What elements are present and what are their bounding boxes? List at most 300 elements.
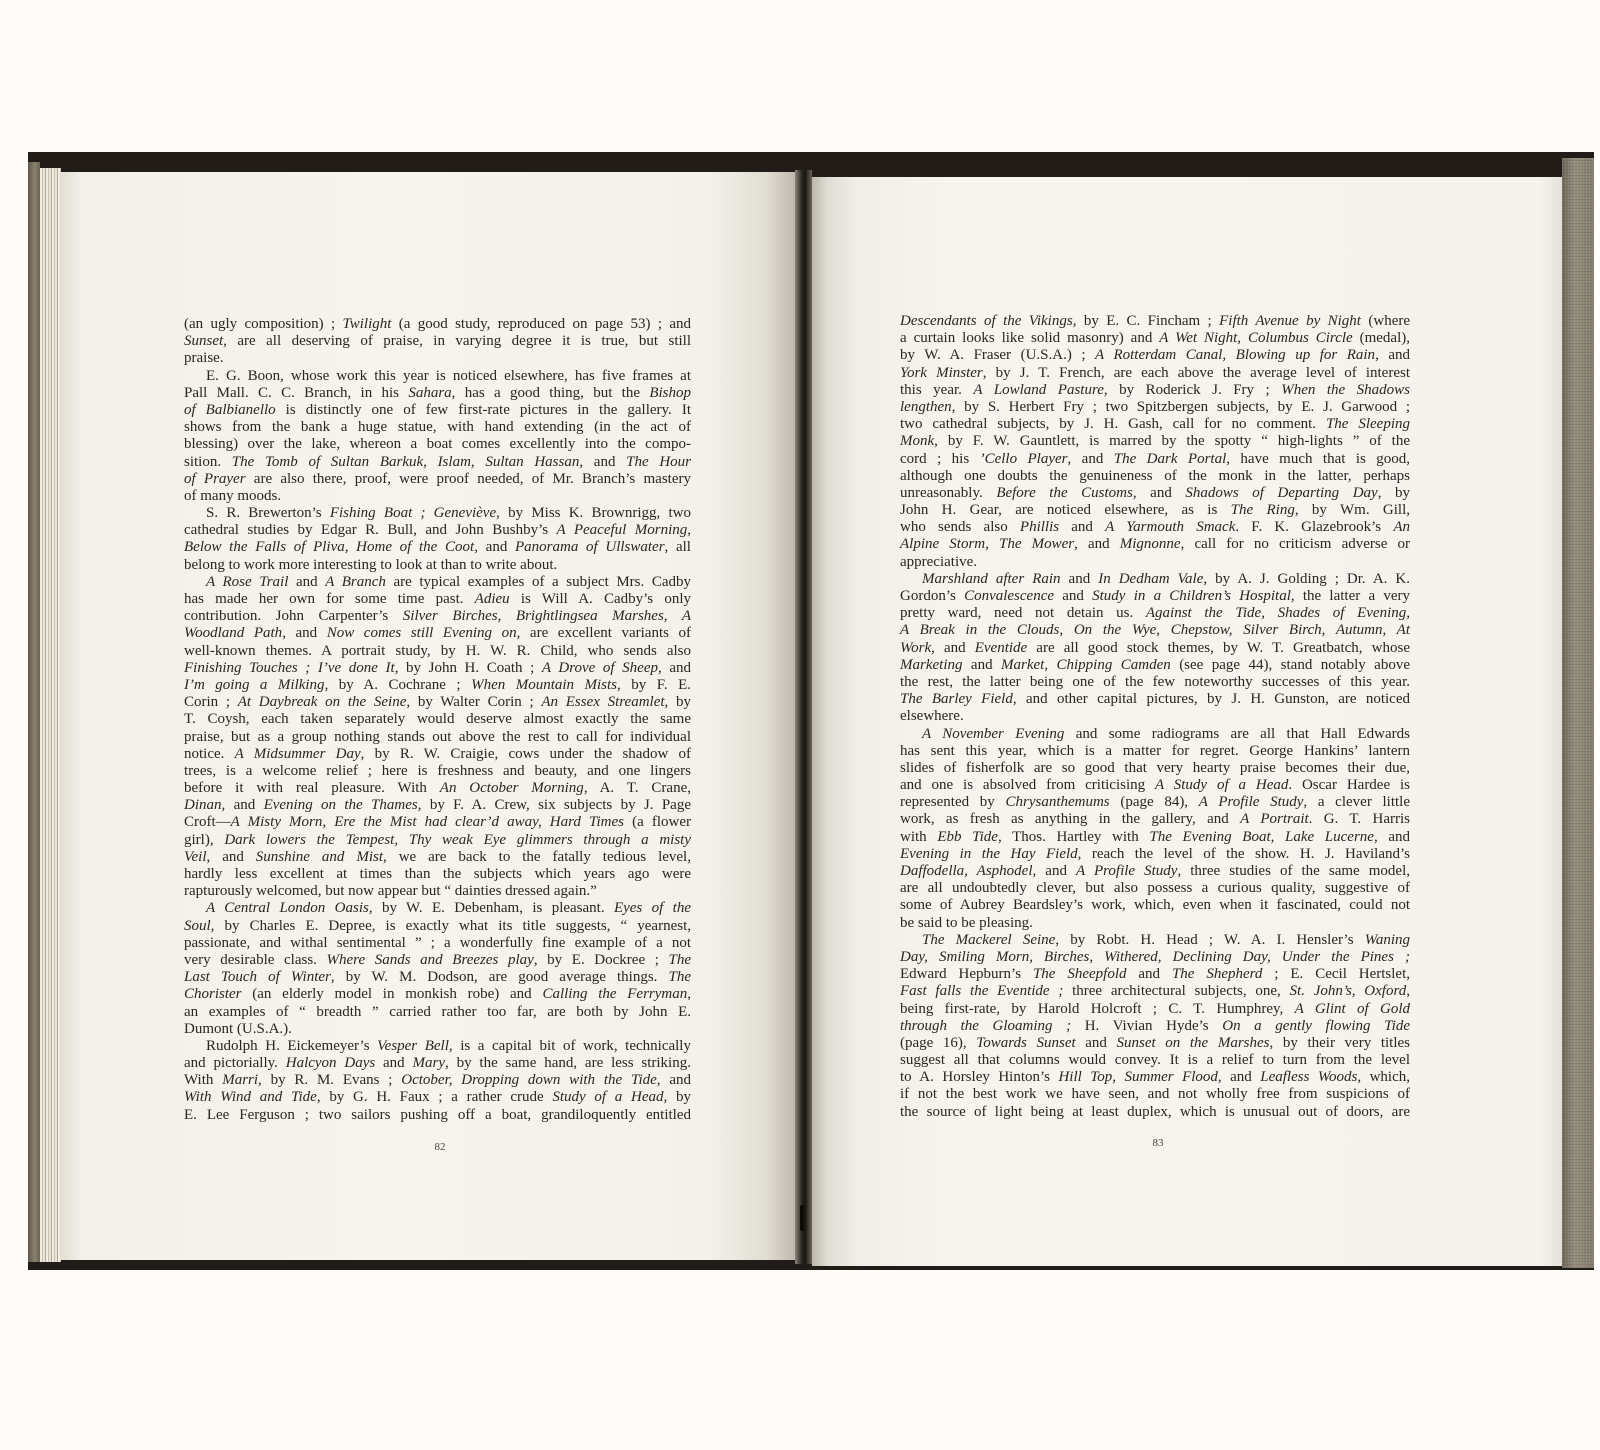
text-run: , have much that is good, bbox=[1226, 450, 1411, 467]
text-line bbox=[184, 574, 691, 591]
text-run: represented by bbox=[900, 794, 1006, 811]
text-run: , and bbox=[1074, 536, 1120, 553]
italic-title-run: Phillis bbox=[1019, 519, 1060, 536]
text-run: , by Roderick J. Fry ; bbox=[1103, 381, 1282, 398]
italic-title-run: A Midsummer Day bbox=[234, 745, 361, 762]
text-run: , and bbox=[1067, 450, 1114, 467]
italic-title-run: Market, Chipping Camden bbox=[1001, 656, 1171, 673]
text-line bbox=[184, 1055, 691, 1072]
italic-title-run: Shadows of Departing Day bbox=[1185, 484, 1378, 501]
text-line bbox=[184, 471, 691, 488]
text-line bbox=[900, 468, 1410, 485]
text-run: , and bbox=[656, 1072, 692, 1089]
text-line bbox=[184, 883, 691, 900]
text-line bbox=[184, 935, 691, 952]
text-line bbox=[900, 1018, 1410, 1035]
text-run: , by bbox=[1377, 484, 1411, 501]
text-run: , is a capital bit of work, technically bbox=[448, 1037, 691, 1054]
text-run: and bbox=[288, 573, 326, 590]
text-line bbox=[900, 554, 1410, 571]
text-run: passionate, and withal sentimental ” ; a wonderfully fine example of a not bbox=[184, 934, 691, 951]
italic-title-run: Day, Smiling Morn, Birches, Withered, Declining Day, Under the Pines ; bbox=[900, 948, 1410, 965]
italic-title-run: Hill Top, Summer Flood bbox=[1058, 1069, 1218, 1086]
text-line bbox=[184, 986, 691, 1003]
text-run: , by A. J. Golding ; Dr. A. K. bbox=[1203, 570, 1410, 587]
italic-title-run: An October Morning bbox=[439, 780, 584, 797]
text-run: although one doubts the genuineness of the monk in the latter, perhaps bbox=[900, 467, 1410, 484]
text-run: , reach the level of the show. H. J. Haviland’s bbox=[1077, 845, 1410, 862]
italic-title-run: Bishop bbox=[649, 384, 691, 401]
text-line bbox=[184, 832, 691, 849]
italic-title-run: The Sheepfold bbox=[1032, 966, 1127, 983]
text-run: , by the same hand, are less striking. bbox=[445, 1055, 691, 1072]
text-run: and bbox=[1054, 588, 1093, 604]
text-line bbox=[184, 350, 691, 367]
italic-title-run: Convalescence bbox=[964, 588, 1055, 604]
text-run: , Thos. Hartley with bbox=[997, 828, 1150, 845]
text-run: are all undoubtedly clever, but also possess a curious quality, suggestive of bbox=[900, 880, 1410, 897]
text-line bbox=[900, 640, 1410, 657]
text-line bbox=[900, 777, 1410, 794]
italic-title-run: Panorama of Ullswater bbox=[515, 539, 665, 556]
text-line bbox=[184, 608, 691, 625]
text-run: , by S. Herbert Fry ; two Spitzbergen subjects, by E. J. Garwood ; bbox=[951, 398, 1410, 415]
italic-title-run: Marri bbox=[222, 1072, 259, 1089]
text-run: , by E. C. Fincham ; bbox=[1072, 313, 1220, 329]
text-run: , by Miss K. Brownrigg, two bbox=[496, 505, 691, 522]
italic-title-run: A Portrait bbox=[1240, 811, 1309, 828]
text-run: Gordon’s bbox=[900, 588, 965, 604]
italic-title-run: Last Touch of Winter bbox=[184, 969, 331, 986]
italic-title-run: Marketing bbox=[900, 656, 963, 673]
text-run: (an ugly composition) ; bbox=[184, 316, 343, 332]
text-run: are typical examples of a subject Mrs. Cadby bbox=[385, 573, 691, 590]
text-line bbox=[184, 1107, 691, 1124]
text-run: cathedral studies by Edgar R. Bull, and John Bushby’s bbox=[184, 522, 557, 539]
right-cover-edge bbox=[1562, 158, 1594, 1268]
text-run: and bbox=[375, 1055, 413, 1072]
text-run: , by G. H. Faux ; a rather crude bbox=[316, 1089, 553, 1106]
text-line bbox=[900, 846, 1410, 863]
text-line bbox=[900, 691, 1410, 708]
text-run: a curtain looks like solid masonry) and bbox=[900, 330, 1160, 347]
text-line bbox=[900, 829, 1410, 846]
text-line bbox=[184, 1072, 691, 1089]
right-page-text bbox=[900, 313, 1410, 1121]
italic-title-run: Now comes still Evening on bbox=[326, 625, 517, 642]
text-run: , by Wm. Gill, bbox=[1294, 502, 1410, 519]
text-run: with bbox=[900, 828, 938, 845]
italic-title-run: Evening on the Thames bbox=[263, 797, 418, 814]
italic-title-run: Dark lowers the Tempest, Thy weak Eye glimmers through a misty bbox=[224, 831, 691, 848]
text-run: , are excellent variants of bbox=[516, 625, 692, 642]
text-line bbox=[184, 660, 691, 677]
italic-title-run: A Yarmouth Smack bbox=[1105, 519, 1236, 536]
italic-title-run: When the Shadows bbox=[1281, 381, 1411, 398]
text-line bbox=[184, 488, 691, 505]
text-run: Corin ; bbox=[184, 694, 238, 711]
italic-title-run: A Study of a Head bbox=[1155, 777, 1289, 794]
italic-title-run: of Balbianello bbox=[184, 401, 276, 418]
text-line bbox=[900, 519, 1410, 536]
text-line bbox=[184, 385, 691, 402]
italic-title-run: A Break in the Clouds, On the Wye, Chepstow, Silver Birch, Autumn, At bbox=[900, 622, 1410, 639]
text-run: two cathedral subjects, by J. H. Gash, call for no comment. bbox=[900, 416, 1326, 433]
text-run: (an elderly model in monkish robe) and bbox=[241, 986, 543, 1003]
italic-title-run: An bbox=[1393, 519, 1410, 536]
text-run: E. Lee Ferguson ; two sailors pushing off a boat, grandiloquently entitled bbox=[184, 1106, 691, 1123]
text-run: by W. A. Fraser (U.S.A.) ; bbox=[900, 347, 1096, 364]
text-run: and bbox=[962, 656, 1001, 673]
text-line bbox=[184, 797, 691, 814]
text-line bbox=[900, 657, 1410, 674]
text-run: , the latter a very bbox=[1290, 588, 1410, 604]
text-run: Dumont (U.S.A.). bbox=[184, 1020, 292, 1037]
text-line bbox=[184, 729, 691, 746]
text-run: , and bbox=[658, 659, 691, 676]
text-run: and pictorially. bbox=[184, 1055, 286, 1072]
italic-title-run: Descendants of the Vikings bbox=[900, 313, 1073, 329]
text-run: and bbox=[1060, 570, 1099, 587]
text-run: , bbox=[1406, 983, 1410, 1000]
page-stack-edges bbox=[40, 168, 61, 1262]
text-run: before it with real pleasure. With bbox=[184, 780, 440, 797]
text-run: the rest, the latter being one of the few noteworthy successes of this year. bbox=[900, 673, 1410, 690]
italic-title-run: In Dedham Vale bbox=[1098, 570, 1204, 587]
italic-title-run: With Wind and Tide bbox=[184, 1089, 317, 1106]
italic-title-run: A Wet Night, Columbus Circle bbox=[1159, 330, 1353, 347]
text-line bbox=[900, 915, 1410, 932]
text-run: (where bbox=[1360, 313, 1411, 329]
text-run: trees, is a welcome relief ; here is freshness and beauty, and one lingers bbox=[184, 762, 691, 779]
text-line bbox=[184, 849, 691, 866]
text-line bbox=[184, 454, 691, 471]
italic-title-run: Daffodella, Asphodel bbox=[900, 863, 1033, 879]
text-run: , and bbox=[282, 625, 327, 642]
text-line bbox=[184, 969, 691, 986]
text-run: , by their very titles bbox=[1269, 1034, 1410, 1051]
text-run: , and bbox=[1373, 828, 1410, 845]
text-line bbox=[900, 708, 1410, 725]
text-line bbox=[900, 932, 1410, 949]
text-run: is distinctly one of few first-rate pictures in the gallery. It bbox=[275, 401, 691, 418]
text-run: S. R. Brewerton’s bbox=[206, 505, 330, 522]
text-line bbox=[900, 760, 1410, 777]
text-run: , by R. W. Craigie, cows under the shadow of bbox=[360, 745, 692, 762]
text-run: , and bbox=[1132, 484, 1186, 501]
text-line bbox=[184, 952, 691, 969]
text-run: an examples of “ breadth ” carried rather too far, are both by John E. bbox=[184, 1003, 691, 1020]
text-line bbox=[900, 794, 1410, 811]
text-line bbox=[900, 622, 1410, 639]
text-line bbox=[184, 866, 691, 883]
text-line bbox=[184, 1021, 691, 1038]
binding-thread bbox=[800, 1205, 804, 1231]
text-run: Rudolph H. Eickemeyer’s bbox=[206, 1037, 378, 1054]
text-run: , by J. T. French, are each above the average level of interest bbox=[982, 364, 1410, 381]
text-run: , by A. Cochrane ; bbox=[324, 676, 472, 693]
italic-title-run: When Mountain Mists bbox=[471, 676, 618, 693]
text-run: , are all deserving of praise, in varying degree it is true, but still bbox=[223, 333, 691, 350]
italic-title-run: Sunset bbox=[184, 333, 224, 350]
italic-title-run: The Sleeping bbox=[1325, 416, 1410, 433]
text-line bbox=[184, 711, 691, 728]
text-run: very desirable class. bbox=[184, 951, 327, 968]
text-line bbox=[900, 863, 1410, 880]
italic-title-run: Chrysanthemums bbox=[1005, 794, 1110, 811]
text-run: , and bbox=[1217, 1069, 1261, 1086]
text-line bbox=[900, 382, 1410, 399]
text-run: three architectural subjects, one, bbox=[1063, 983, 1290, 1000]
text-run: , and bbox=[474, 539, 515, 556]
italic-title-run: A Rotterdam Canal, Blowing up for Rain bbox=[1095, 347, 1376, 364]
text-run: , by W. E. Debenham, is pleasant. bbox=[368, 900, 614, 917]
text-run: some of Aubrey Beardsley’s work, which, even when it fascinated, could not bbox=[900, 897, 1410, 914]
text-line bbox=[900, 485, 1410, 502]
text-line bbox=[900, 1001, 1410, 1018]
italic-title-run: Dinan bbox=[184, 797, 222, 814]
text-run: , by Walter Corin ; bbox=[406, 694, 542, 711]
italic-title-run: October, Dropping down with the Tide bbox=[401, 1072, 657, 1089]
text-run: Pall Mall. C. C. Branch, in his bbox=[184, 384, 409, 401]
italic-title-run: I’m going a Milking bbox=[184, 676, 325, 693]
text-line bbox=[184, 918, 691, 935]
text-run: , a clever little bbox=[1303, 794, 1410, 811]
italic-title-run: Sunshine and Mist bbox=[255, 848, 384, 865]
page-number: 82 bbox=[434, 1141, 446, 1153]
text-run: belong to work more interesting to look at than to write about. bbox=[184, 556, 558, 573]
text-run: (a flower bbox=[624, 814, 691, 831]
text-line bbox=[900, 588, 1410, 605]
text-run: work, as fresh as anything in the gallery, and bbox=[900, 811, 1241, 828]
text-run: elsewhere. bbox=[900, 708, 964, 725]
italic-title-run: An Essex Streamlet bbox=[541, 694, 665, 711]
text-run: has made her own for some time past. bbox=[184, 591, 475, 607]
text-line bbox=[184, 539, 691, 556]
text-run: blessing) over the lake, whereon a boat comes excellently into the compo- bbox=[184, 436, 691, 453]
text-run: (see page 44), stand notably above bbox=[1170, 656, 1410, 673]
text-run: and bbox=[1059, 519, 1106, 536]
text-line bbox=[900, 811, 1410, 828]
italic-title-run: Against the Tide, Shades of Evening, bbox=[1145, 605, 1410, 622]
text-run: slides of fisherfolk are so good that very hearty praise becomes their due, bbox=[900, 759, 1410, 776]
text-run: is Will A. Cadby’s only bbox=[509, 591, 691, 607]
text-line bbox=[900, 536, 1410, 553]
text-line bbox=[184, 677, 691, 694]
text-run: , by W. M. Dodson, are good average things. bbox=[330, 969, 669, 986]
text-line bbox=[184, 333, 691, 350]
text-run: and bbox=[1075, 1034, 1117, 1051]
text-line bbox=[900, 983, 1410, 1000]
italic-title-run: Halcyon Days bbox=[285, 1055, 376, 1072]
text-line bbox=[900, 347, 1410, 364]
text-line bbox=[900, 674, 1410, 691]
italic-title-run: Ebb Tide bbox=[937, 828, 998, 845]
italic-title-run: A Glint of Gold bbox=[1294, 1000, 1410, 1017]
text-line bbox=[184, 368, 691, 385]
text-line bbox=[184, 557, 691, 574]
text-run: . F. K. Glazebrook’s bbox=[1235, 519, 1394, 536]
text-run: (page 84), bbox=[1109, 794, 1199, 811]
italic-title-run: lengthen bbox=[900, 398, 952, 415]
text-run: (medal), bbox=[1352, 330, 1410, 347]
italic-title-run: Study in a Children’s Hospital bbox=[1092, 588, 1291, 604]
italic-title-run: Finishing Touches ; I’ve done It bbox=[184, 659, 395, 676]
text-run: , we are back to the fatally tedious level, bbox=[383, 848, 691, 865]
text-line bbox=[900, 571, 1410, 588]
text-line bbox=[184, 814, 691, 831]
italic-title-run: Fast falls the Eventide ; bbox=[900, 983, 1064, 1000]
italic-title-run: Fifth Avenue by Night bbox=[1219, 313, 1361, 329]
text-line bbox=[184, 900, 691, 917]
text-run: , by F. E. bbox=[617, 676, 691, 693]
text-run: hardly less excellent at times than the subjects which years ago were bbox=[184, 866, 691, 882]
text-line bbox=[900, 949, 1410, 966]
text-line bbox=[900, 743, 1410, 760]
text-line bbox=[900, 365, 1410, 382]
italic-title-run: A Branch bbox=[325, 573, 386, 590]
italic-title-run: Fishing Boat ; Geneviève bbox=[329, 505, 497, 522]
italic-title-run: ’Cello Player bbox=[979, 450, 1068, 467]
italic-title-run: Before the Customs bbox=[996, 484, 1133, 501]
text-run: and bbox=[1126, 966, 1172, 983]
text-line bbox=[900, 726, 1410, 743]
text-line bbox=[900, 880, 1410, 897]
text-run: , by bbox=[664, 694, 692, 711]
italic-title-run: Marshland after Rain bbox=[922, 570, 1061, 587]
italic-title-run: A Misty Morn, Ere the Mist had clear’d away, Hard Times bbox=[230, 814, 625, 831]
text-run: , by F. W. Gauntlett, is marred by the spotty “ high-lights ” of the bbox=[934, 433, 1410, 450]
text-line bbox=[900, 399, 1410, 416]
italic-title-run: Below the Falls of Pliva, Home of the Coot bbox=[184, 539, 475, 556]
italic-title-run: The Barley Field bbox=[900, 691, 1013, 708]
italic-title-run: York Minster bbox=[900, 364, 983, 381]
text-line bbox=[184, 402, 691, 419]
text-run: , by E. Dockree ; bbox=[533, 951, 669, 968]
text-run: cord ; his bbox=[900, 450, 980, 467]
italic-title-run: A Lowland Pasture bbox=[973, 381, 1104, 398]
left-page-text bbox=[184, 316, 691, 1124]
text-line bbox=[184, 522, 691, 539]
text-line bbox=[184, 505, 691, 522]
text-line bbox=[184, 625, 691, 642]
text-run: , by Robt. H. Head ; W. A. I. Hensler’s bbox=[1055, 931, 1365, 948]
text-run: the source of light being at least duplex, which is unusual out of doors, are bbox=[900, 1103, 1410, 1120]
text-line bbox=[900, 966, 1410, 983]
italic-title-run: At Daybreak on the Seine bbox=[237, 694, 407, 711]
italic-title-run: Alpine Storm, The Mower bbox=[900, 536, 1075, 553]
italic-title-run: Eventide bbox=[974, 639, 1028, 656]
text-run: praise, but as a group nothing stands out above the rest to call for individual bbox=[184, 728, 691, 745]
italic-title-run: A November Evening bbox=[922, 725, 1065, 742]
italic-title-run: Towards Sunset bbox=[976, 1034, 1076, 1051]
text-run: are all good stock themes, by W. T. Greatbatch, whose bbox=[1027, 639, 1410, 656]
text-run: are also there, proof, were proof needed, of Mr. Branch’s mastery bbox=[245, 470, 691, 487]
text-line bbox=[184, 1004, 691, 1021]
text-run: , and bbox=[1375, 347, 1410, 364]
text-run: H. Vivian Hyde’s bbox=[1071, 1017, 1223, 1034]
text-run: T. Coysh, each taken separately would deserve almost exactly the same bbox=[184, 711, 691, 728]
text-line bbox=[900, 897, 1410, 914]
italic-title-run: The bbox=[668, 969, 691, 986]
italic-title-run: A Drove of Sheep bbox=[541, 659, 658, 676]
text-run: , has a good thing, but the bbox=[451, 384, 650, 401]
text-line bbox=[184, 316, 691, 333]
text-run: , by Charles E. Depree, is exactly what its title suggests, “ yearnest, bbox=[210, 917, 691, 934]
text-run: , by John H. Coath ; bbox=[394, 659, 542, 676]
text-line bbox=[900, 1104, 1410, 1121]
text-run: rapturously welcomed, but now appear but “ dainties dressed again.” bbox=[184, 883, 597, 900]
text-line bbox=[900, 502, 1410, 519]
text-line bbox=[900, 416, 1410, 433]
italic-title-run: A Rose Trail bbox=[206, 573, 289, 590]
text-run: , and bbox=[1032, 863, 1077, 879]
italic-title-run: A Profile Study bbox=[1076, 863, 1178, 879]
italic-title-run: Woodland Path bbox=[184, 625, 283, 642]
text-run: unreasonably. bbox=[900, 484, 997, 501]
text-line bbox=[184, 746, 691, 763]
italic-title-run: St. John’s, Oxford bbox=[1289, 983, 1407, 1000]
text-run: . Oscar Hardee is bbox=[1288, 777, 1410, 794]
text-run: , A. T. Crane, bbox=[583, 780, 691, 797]
text-line bbox=[900, 1035, 1410, 1052]
text-run: and some radiograms are all that Hall Edwards bbox=[1064, 725, 1411, 742]
left-cover-edge bbox=[28, 162, 40, 1262]
text-run: , and other capital pictures, by J. H. Gunston, are noticed bbox=[1012, 691, 1411, 708]
text-run: , all bbox=[664, 539, 691, 556]
text-run: , and bbox=[221, 797, 264, 814]
italic-title-run: Work bbox=[900, 639, 932, 656]
italic-title-run: Mignonne bbox=[1119, 536, 1181, 553]
text-run: , bbox=[687, 986, 691, 1003]
text-run: who sends also bbox=[900, 519, 1020, 536]
text-run: Croft— bbox=[184, 814, 231, 831]
text-run: being first-rate, by Harold Holcroft ; C. T. Humphrey, bbox=[900, 1000, 1295, 1017]
italic-title-run: Evening in the Hay Field bbox=[900, 845, 1078, 862]
italic-title-run: On a gently flowing Tide bbox=[1222, 1017, 1410, 1034]
text-line bbox=[184, 763, 691, 780]
italic-title-run: Waning bbox=[1364, 931, 1410, 948]
text-run: , and bbox=[206, 848, 256, 865]
text-run: Edward Hepburn’s bbox=[900, 966, 1033, 983]
text-line bbox=[900, 1086, 1410, 1103]
text-run: notice. bbox=[184, 745, 235, 762]
text-line bbox=[900, 1069, 1410, 1086]
text-run: appreciative. bbox=[900, 553, 978, 570]
italic-title-run: Silver Birches, Brightlingsea Marshes, A bbox=[402, 608, 692, 625]
text-run: (a good study, reproduced on page 53) ; and bbox=[391, 316, 691, 332]
italic-title-run: through the Gloaming ; bbox=[900, 1017, 1072, 1034]
italic-title-run: Where Sands and Breezes play bbox=[326, 951, 534, 968]
text-line bbox=[900, 330, 1410, 347]
italic-title-run: The Evening Boat, Lake Lucerne bbox=[1149, 828, 1374, 845]
text-run: well-known themes. A portrait study, by H. W. R. Child, who sends also bbox=[184, 642, 691, 659]
text-run: , three studies of the same model, bbox=[1177, 863, 1410, 879]
text-run: , bbox=[687, 522, 691, 539]
italic-title-run: Chorister bbox=[184, 986, 242, 1003]
text-line bbox=[184, 694, 691, 711]
text-run: . G. T. Harris bbox=[1308, 811, 1410, 828]
italic-title-run: Sahara bbox=[408, 384, 452, 401]
italic-title-run: Eyes of the bbox=[613, 900, 691, 917]
text-run: if not the best work we have seen, and not wholly free from suspicions of bbox=[900, 1086, 1410, 1103]
text-run: sition. bbox=[184, 453, 232, 470]
text-line bbox=[184, 780, 691, 797]
italic-title-run: Calling the Ferryman bbox=[542, 986, 688, 1003]
text-run: , by bbox=[663, 1089, 692, 1106]
book-gutter bbox=[795, 170, 812, 1264]
text-run: , by F. A. Crew, six subjects by J. Page bbox=[417, 797, 691, 814]
